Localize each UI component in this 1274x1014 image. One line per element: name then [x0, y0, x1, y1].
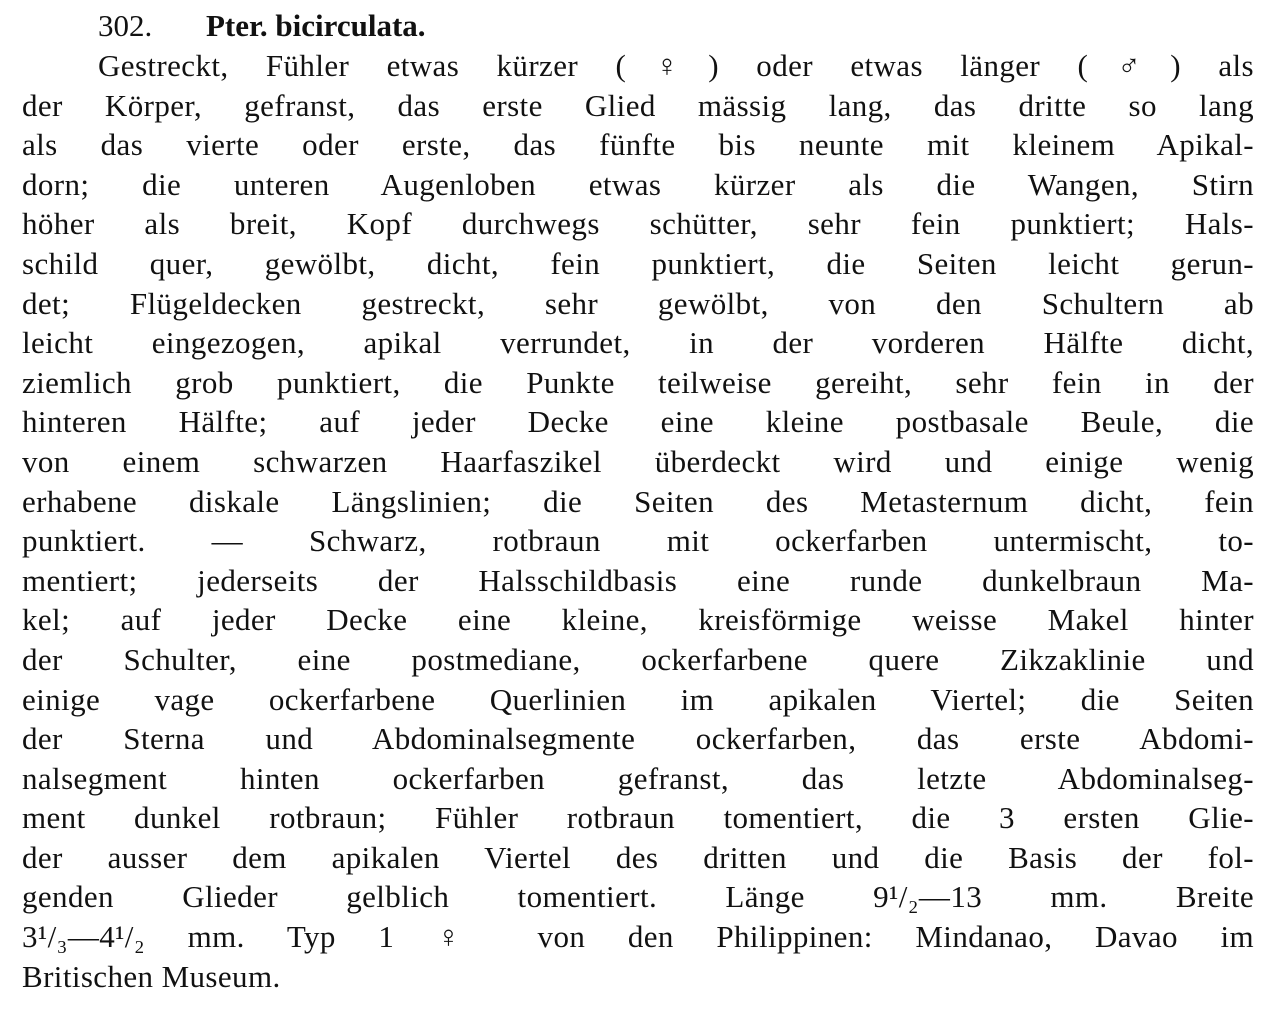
- text-line: kel; auf jeder Decke eine kleine, kreisförmige weisse Makel hinter: [22, 602, 1254, 638]
- text-line: höher als breit, Kopf durchwegs schütter, sehr fein punktiert; Hals-: [22, 206, 1254, 242]
- text-line: der Sterna und Abdominalsegmente ockerfarben, das erste Abdomi-: [22, 721, 1254, 757]
- text-line: Britischen Museum.: [22, 958, 281, 994]
- text-line: ment dunkel rotbraun; Fühler rotbraun tomentiert, die 3 ersten Glie-: [22, 800, 1254, 836]
- description-paragraph: [22, 46, 1254, 996]
- text-line: 3¹/₃—4¹/₂ mm. Typ 1 ♀ von den Philippinen: Mindanao, Davao im: [22, 919, 1254, 955]
- species-number: 302.: [98, 8, 153, 43]
- species-heading: [22, 6, 1254, 46]
- text-line: dorn; die unteren Augenloben etwas kürzer als die Wangen, Stirn: [22, 166, 1254, 202]
- text-line: einige vage ockerfarbene Querlinien im apikalen Viertel; die Seiten: [22, 681, 1254, 717]
- text-line: der ausser dem apikalen Viertel des dritten und die Basis der fol-: [22, 839, 1254, 875]
- text-line: punktiert. — Schwarz, rotbraun mit ockerfarben untermischt, to-: [22, 523, 1254, 559]
- text-line: nalsegment hinten ockerfarben gefranst, das letzte Abdominalseg-: [22, 760, 1254, 796]
- text-line: det; Flügeldecken gestreckt, sehr gewölbt, von den Schultern ab: [22, 285, 1254, 321]
- text-line: schild quer, gewölbt, dicht, fein punktiert, die Seiten leicht gerun-: [22, 245, 1254, 281]
- text-line: Gestreckt, Fühler etwas kürzer (♀) oder etwas länger (♂) als: [98, 48, 1254, 83]
- text-line: als das vierte oder erste, das fünfte bis neunte mit kleinem Apikal-: [22, 127, 1254, 163]
- text-line: ziemlich grob punktiert, die Punkte teilweise gereiht, sehr fein in der: [22, 364, 1254, 400]
- text-line: von einem schwarzen Haarfaszikel überdeckt wird und einige wenig: [22, 443, 1254, 479]
- text-line: der Schulter, eine postmediane, ockerfarbene quere Zikzaklinie und: [22, 641, 1254, 677]
- text-line: hinteren Hälfte; auf jeder Decke eine kleine postbasale Beule, die: [22, 404, 1254, 440]
- species-description-page: [22, 6, 1254, 996]
- text-line: der Körper, gefranst, das erste Glied mässig lang, das dritte so lang: [22, 87, 1254, 123]
- text-line: erhabene diskale Längslinien; die Seiten des Metasternum dicht, fein: [22, 483, 1254, 519]
- text-line: genden Glieder gelblich tomentiert. Länge 9¹/₂—13 mm. Breite: [22, 879, 1254, 915]
- text-line: mentiert; jederseits der Halsschildbasis eine runde dunkelbraun Ma-: [22, 562, 1254, 598]
- species-name: Pter. bicirculata.: [206, 8, 426, 43]
- text-line: leicht eingezogen, apikal verrundet, in der vorderen Hälfte dicht,: [22, 325, 1254, 361]
